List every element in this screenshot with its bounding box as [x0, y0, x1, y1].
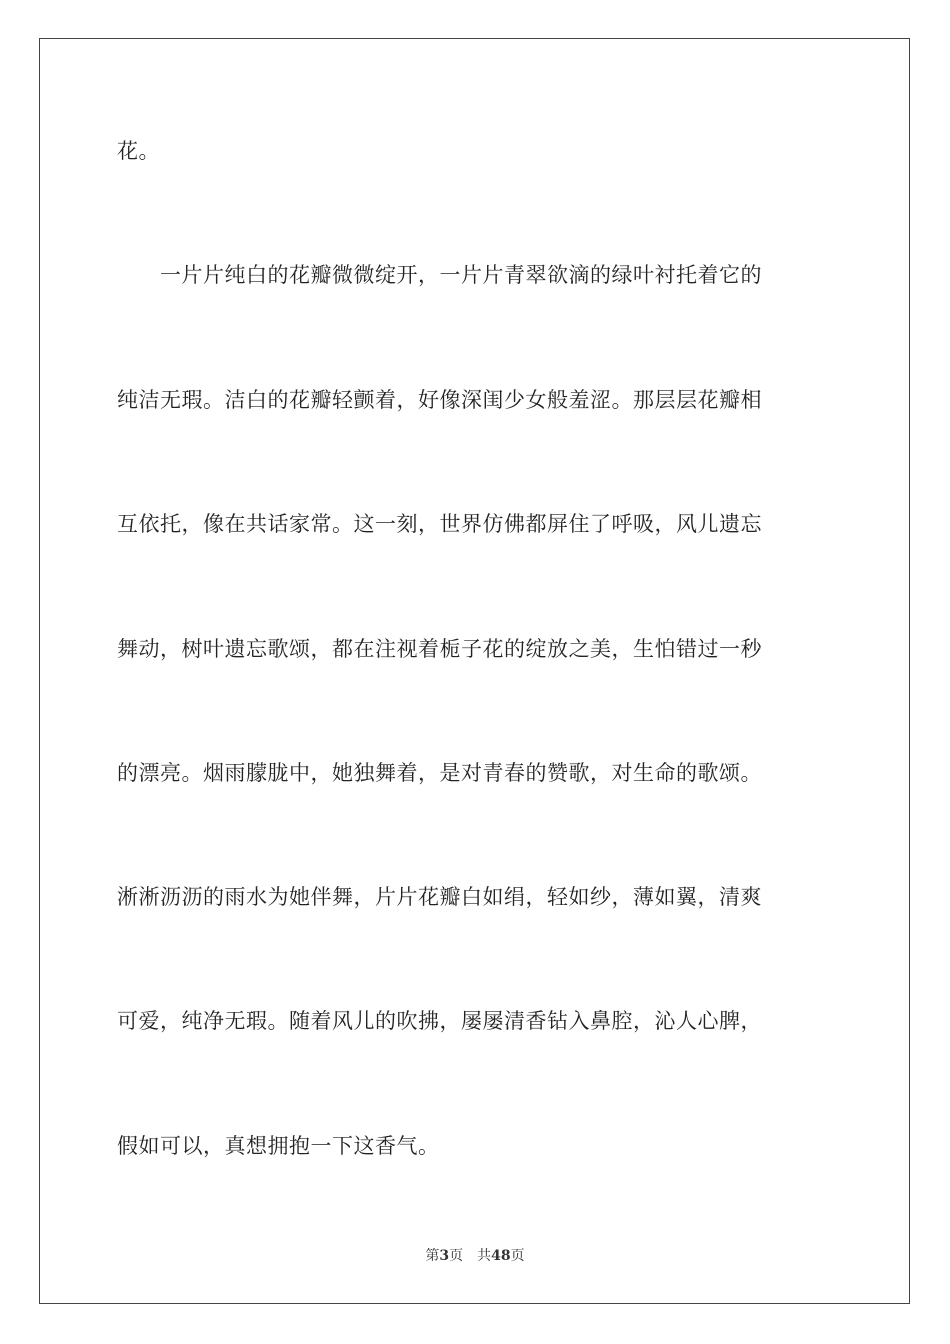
total-pages: 48	[491, 1248, 511, 1264]
paragraph-line: 纯洁无瑕。洁白的花瓣轻颤着，好像深闺少女般羞涩。那层层花瓣相	[117, 388, 762, 412]
paragraph-line: 互依托，像在共话家常。这一刻，世界仿佛都屏住了呼吸，风儿遗忘	[117, 512, 762, 536]
paragraph-line: 淅淅沥沥的雨水为她伴舞，片片花瓣白如绢，轻如纱，薄如翼，清爽	[117, 885, 762, 909]
paragraph-line: 舞动，树叶遗忘歌颂，都在注视着栀子花的绽放之美，生怕错过一秒	[117, 637, 762, 661]
paragraph-line: 假如可以，真想拥抱一下这香气。	[117, 1134, 440, 1158]
paragraph-line: 的漂亮。烟雨朦胧中，她独舞着，是对青春的赞歌，对生命的歌颂。	[117, 761, 762, 785]
page-suffix: 页	[449, 1248, 464, 1264]
paragraph-line: 一片片纯白的花瓣微微绽开，一片片青翠欲滴的绿叶衬托着它的	[160, 263, 762, 287]
total-prefix: 共	[477, 1248, 492, 1264]
page-footer	[0, 1246, 950, 1266]
paragraph-line: 可爱，纯净无瑕。随着风儿的吹拂，屡屡清香钻入鼻腔，沁人心脾，	[117, 1009, 762, 1033]
paragraph-line: 花。	[117, 139, 160, 163]
total-suffix: 页	[510, 1248, 525, 1264]
page-number: 3	[439, 1248, 450, 1264]
page-prefix: 第	[425, 1248, 440, 1264]
page-border	[39, 38, 910, 1304]
